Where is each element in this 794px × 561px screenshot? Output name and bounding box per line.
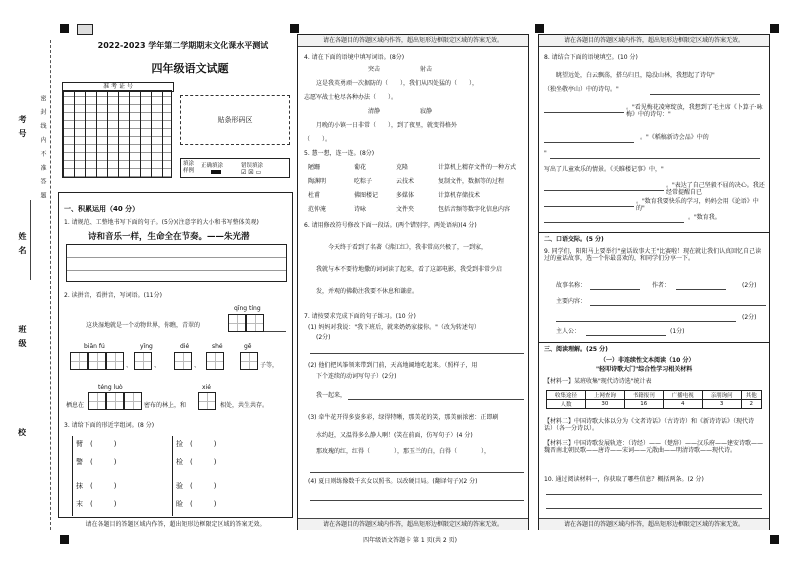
q3-char-8: 睑 <box>176 500 183 508</box>
side-label-school: 校 <box>18 428 26 437</box>
q3-paren-2: ( ) <box>90 458 117 466</box>
q1-sentence: 诗和音乐一样，生命全在节奏。——朱光潜 <box>88 232 250 242</box>
q5-item: 克隆 <box>396 164 409 171</box>
barcode-label: 贴条形码区 <box>217 116 253 124</box>
q9-story-input[interactable] <box>590 289 640 290</box>
table-cell: 3 <box>702 400 741 409</box>
q7-1-score: (2分) <box>316 334 331 341</box>
q3-paren-6: ( ) <box>190 458 217 466</box>
table-cell: 16 <box>624 400 663 409</box>
q9-hero-label: 主人公： <box>556 328 581 335</box>
q7-text: 7. 请按要求完成下面的句子练习。(10 分) <box>304 313 416 320</box>
q5-item: 吃粽子 <box>354 178 373 185</box>
q7-1-answer-line <box>310 353 524 354</box>
q9-hero-input[interactable] <box>586 335 666 336</box>
q2-pinyin-8: xié <box>202 384 211 391</box>
q5-item: 诗咏 <box>354 206 367 213</box>
q5-item: 范仲淹 <box>308 206 327 213</box>
q2-cell-5[interactable] <box>106 352 124 370</box>
q7-2-answer-lead: 我一起来， <box>316 392 347 399</box>
legend-example: 填涂样例 <box>183 161 195 174</box>
section3-title: 三、阅读理解。(25 分) <box>544 346 608 353</box>
q9-hero-score: (1分) <box>670 328 685 335</box>
table-cell: 4 <box>663 400 702 409</box>
q7-2: (2) 他们把风筝领来带到门前，天高地阔地吃起来。（照样子，用 <box>308 362 478 369</box>
q4-word-2: 射击 <box>420 66 433 73</box>
q4-word-3: 清静 <box>368 108 381 115</box>
q5-item: 文件夹 <box>396 206 415 213</box>
q10-text: 10. 通过阅读材料一，你获取了哪些信息？概括两条。(2 分) <box>544 476 704 483</box>
exam-subtitle: 四年级语文试题 <box>151 62 229 75</box>
material-2: 【材料二】中国诗歌大体以分为《文者诗话》（古诗诗）和《新诗诗话》（现代诗话）（各一分诗以）。 <box>544 418 755 432</box>
q8-line-7: 。"表达了自己坚毅不屈的决心。我还经常提醒自已 <box>666 182 765 196</box>
q7-4-answer-line <box>310 500 524 501</box>
reading-part-title: （一）非连续性文本阅读（10 分） <box>600 357 695 364</box>
q3-text: 3. 请给下面的形近字组词。(8 分) <box>64 422 155 429</box>
q10-answer-line-2[interactable] <box>546 508 762 509</box>
exam-title: 2022-2023 学年第二学期期末文化课水平测试 <box>97 41 269 50</box>
q1-writing-box[interactable] <box>66 244 287 282</box>
table-cell: 人数 <box>547 400 586 409</box>
q8-line-1: 眺望远处，白云飘荡，搭乌归且，隐没山林，我想起了诗句" <box>556 72 715 79</box>
q8-blank-5 <box>544 190 664 191</box>
material-1: 【材料一】某班收集"现代诗诗选"统计表 <box>544 378 652 385</box>
exam-number-grid <box>62 90 172 178</box>
q8-text: 8. 请结合下面的语境填空。(10 分) <box>544 54 638 61</box>
legend-correct: 正确填涂 <box>201 163 224 169</box>
q4-line-4: （ ）。 <box>304 136 332 143</box>
middle-top-banner: 请在各题目的答题区域内作答，超出矩形边框限定区域的答案无效。 <box>298 35 528 47</box>
q9-content-score: (2分) <box>742 314 757 321</box>
q3-paren-5: ( ) <box>190 440 217 448</box>
q5-item: 多媒体 <box>396 192 415 199</box>
q3-char-4: 末 <box>76 500 83 508</box>
q2-cell-11[interactable] <box>106 392 124 410</box>
collection-table <box>546 390 762 409</box>
q2-line3-b: 密布的林上，和 <box>144 402 187 409</box>
q7-3c: 那玫瑰的红，红得（ ），那玉兰的白，白得（ ）， <box>316 448 491 455</box>
q2-line1: 这块湿地就是一个动物世界，你瞧，青翠的 <box>86 322 201 329</box>
legend-correct-mark <box>211 170 221 174</box>
q9-author-input[interactable] <box>676 289 726 290</box>
fill-legend <box>180 158 290 178</box>
q2-cell-13[interactable] <box>198 392 216 410</box>
q8-line-9: 。"数育我。 <box>688 214 721 221</box>
q7-1: (1) 妈妈对我说："我下班后，就来奶奶家接你。"（改为转述句） <box>308 324 480 331</box>
table-header-cell: 书籍报刊 <box>624 391 663 400</box>
q2-pinyin-4: dié <box>180 343 190 350</box>
q2-pinyin-3: yīng <box>140 343 153 350</box>
q9-content-label: 主要内容： <box>556 298 587 305</box>
table-header-cell: 亲朋询问 <box>702 391 741 400</box>
q9-author-label: 作者： <box>652 282 671 289</box>
q2-pinyin-1: qīng tíng <box>234 305 261 312</box>
q3-paren-7: ( ) <box>190 482 217 490</box>
corner-mark-top-mid <box>290 24 299 33</box>
q2-text: 2. 读拼音，看拼音，写词语。(11分) <box>64 292 162 299</box>
side-label-number: 考号 <box>18 115 27 143</box>
section1-title: 一、积累运用（40 分） <box>64 205 140 213</box>
q5-item: 计算机存储技术 <box>438 192 481 199</box>
q1-text: 1. 请规范、工整地书写下面的句子。(5分)(注意字的大小和书写整体美观) <box>64 219 259 226</box>
q6-passage-3: 发，并观的佛勒注我要不休息和谦虚。 <box>316 288 419 295</box>
q3-paren-1: ( ) <box>90 440 117 448</box>
q2-sep-1: 、 <box>126 362 133 369</box>
q8-line-6: 写出了儿童欢乐的情景。《关睢楼记事》中，" <box>544 166 664 173</box>
name-underline <box>30 200 31 280</box>
side-label-name: 姓名 <box>18 232 27 260</box>
q9-content-input-2[interactable] <box>556 321 736 322</box>
collection-table-header <box>547 391 762 400</box>
q2-line1-blank <box>264 331 286 332</box>
q8-blank-7 <box>544 222 684 223</box>
q7-3-answer-line <box>310 472 524 473</box>
q2-cell-12[interactable] <box>124 392 142 410</box>
q2-line3-a: 栖息在 <box>66 402 85 409</box>
small-box-mark <box>77 24 93 35</box>
q4-line-3: 月晚的小镇一日非常（ ），到了夜里，就变得格外 <box>316 122 458 129</box>
q5-text: 5. 慧一想，连一连。(8分) <box>304 150 375 157</box>
corner-mark-bottom-right <box>770 535 779 544</box>
q8-line-4: 。"《稻稿新诗会品》中的 <box>640 134 709 141</box>
corner-mark-top-right <box>770 24 779 33</box>
q6-text: 6. 请用修改符号修改下面一段话。(两个错别字，两处语病)(4 分) <box>304 222 477 229</box>
table-header-cell: 广播电视 <box>663 391 702 400</box>
q8-line-3: 。"看见梅花凌寒绽放，我想到了毛主席《卜算子·咏梅》中的诗句：" <box>626 104 763 118</box>
q4-word-4: 寂静 <box>420 108 433 115</box>
material-3: 【材料三】中国诗歌发展轨迹：（诗经）——（楚辞）——汉乐府——建安诗歌——魏晋南北朝民歌——唐诗——宋词——元散曲——明清诗歌——现代诗。 <box>544 440 764 454</box>
q3-char-3: 抹 <box>76 482 83 490</box>
q2-cell-2[interactable] <box>246 314 264 332</box>
q7-4: (4) 夏日则练像数千玄女以照书。以改硬目局。(翻译句子)(2 分) <box>308 478 478 485</box>
divider-1 <box>539 232 769 233</box>
q9-author-score: (2分) <box>742 282 757 289</box>
right-bottom-banner: 请在各题目的答题区域内作答，超出矩形边框限定区域的答案无效。 <box>539 518 769 530</box>
q2-cell-9[interactable] <box>240 352 258 370</box>
q8-blank-6 <box>544 206 634 207</box>
q9-story-label: 故事名称： <box>556 282 587 289</box>
reading-topic: "轻叩诗歌大门"综合性学习相关材料 <box>596 366 693 373</box>
q4-word-1: 突击 <box>368 66 381 73</box>
q2-cell-1[interactable] <box>228 314 246 332</box>
corner-mark-top-mid2 <box>535 24 544 33</box>
q7-3: (3) 牵牛花开得多姿多彩，绿得特晰，那美花的笑，那美丽浓密：正即刷 <box>308 414 499 421</box>
middle-answer-box <box>297 34 529 530</box>
right-top-banner: 请在各题目的答题区域内作答，超出矩形边框限定区域的答案无效。 <box>539 35 769 47</box>
q7-3b: 水约赶，又温得多么静人啊！(笑在前面，仿写句子）(4 分) <box>316 432 473 439</box>
q6-passage-2: 我就与本不要待地撒的词词读了起来，看了这部电影，我受到非常少启 <box>316 266 503 273</box>
q4-line-1: 这是我英勇顽一次据防的（ ），我们从四处猛的（ ）， <box>316 80 479 87</box>
q9-text: 9. 同学们，阳阳马上要举行"童话故事大王"比赛啦！现在就让我们认真回忆自己读过的童话故事，选一个你最喜欢的，和同学们分享一下。 <box>544 248 762 262</box>
table-cell: 2 <box>741 400 761 409</box>
q2-sep-2: 、 <box>154 362 161 369</box>
q2-cell-8[interactable] <box>206 352 224 370</box>
q8-blank-3 <box>544 142 634 143</box>
q2-cell-10[interactable] <box>88 392 106 410</box>
middle-bottom-banner: 请在各题目的答题区域内作答，超出矩形边框限定区域的答案无效。 <box>298 518 528 530</box>
q8-line-5: " <box>544 150 547 157</box>
q3-char-7: 验 <box>176 482 183 490</box>
q2-pinyin-5: shé <box>212 343 223 350</box>
divider-2 <box>539 342 769 343</box>
q3-paren-3: ( ) <box>90 482 117 490</box>
q2-pinyin-2: biān fú <box>84 343 105 350</box>
page-footer: 四年级语文答题卡 第 1 页(共 2 页) <box>363 537 457 544</box>
q5-item: 陋跚 <box>308 164 321 171</box>
q5-item: 杜甫 <box>308 192 321 199</box>
q8-blank-2 <box>544 112 624 113</box>
q2-sep-3: 、 <box>194 362 201 369</box>
q5-item: 复制文件，数据等的过程 <box>438 178 505 185</box>
q5-item: 葡花 <box>354 164 367 171</box>
side-label-class: 班级 <box>18 325 27 353</box>
q2-pinyin-6: gē <box>244 343 252 350</box>
section2-title: 二、口语交际。(5 分) <box>544 236 604 243</box>
legend-wrong-marks: ☑ ☒ ▭ <box>241 169 262 176</box>
q9-content-input[interactable] <box>590 305 766 306</box>
q2-cell-3[interactable] <box>70 352 88 370</box>
q8-blank-1 <box>650 94 760 95</box>
q5-item: 陶渊明 <box>308 178 327 185</box>
q2-cell-6[interactable] <box>134 352 152 370</box>
q5-item: 佛图楼记 <box>354 192 379 199</box>
corner-mark-top-left <box>60 24 69 33</box>
q3-char-2: 警 <box>76 458 83 466</box>
q5-item: 云技术 <box>396 178 415 185</box>
q3-paren-4: ( ) <box>90 500 117 508</box>
q2-cell-4[interactable] <box>88 352 106 370</box>
q6-passage-1: 今天终于看到了名著《沸江红》，我非常高兴极了，一到家， <box>328 244 488 251</box>
q2-line2-end: 子等， <box>260 362 279 369</box>
q8-blank-4 <box>550 158 760 159</box>
collection-table-row <box>547 400 762 409</box>
corner-mark-bottom-left <box>60 535 69 544</box>
seal-line-note: 密 封 线 内 不 准 答 题 <box>39 95 46 202</box>
q4-text: 4. 请在下面的语境中填写词语。(8分) <box>304 54 405 61</box>
q4-line-2: 志愿军战士枪尽各种办法（ ）。 <box>304 94 398 101</box>
legend-wrong: 错误填涂 <box>241 163 264 169</box>
table-header-cell: 其他 <box>741 391 761 400</box>
table-header-cell: 收集途径 <box>547 391 586 400</box>
table-header-cell: 上网查询 <box>585 391 624 400</box>
q3-char-5: 捡 <box>176 440 183 448</box>
q5-item: 计算机上精存文件的一种方式 <box>438 164 517 171</box>
q8-line-8: 。"数育我要快乐的学习，妈妈会用《论语》中的" <box>636 198 759 212</box>
q5-item: 包括音频等数字化信息内容 <box>438 206 511 213</box>
q7-2-answer-line <box>348 399 524 400</box>
q2-pinyin-7: téng luò <box>98 384 123 391</box>
q2-line3-c: 相处，共生共存。 <box>220 402 269 409</box>
q7-2b: 下个连续的动词写句子）(2分) <box>316 373 397 380</box>
left-bottom-banner: 请在各题目的答题区域内作答，超出矩形边框限定区域的答案无效。 <box>85 521 266 528</box>
seal-line <box>50 40 51 530</box>
q3-char-1: 臂 <box>76 440 83 448</box>
barcode-area <box>180 95 290 145</box>
q8-line-2: （独坐敬亭山）中的诗句。" <box>544 86 619 93</box>
q2-cell-7[interactable] <box>174 352 192 370</box>
q3-char-6: 检 <box>176 458 183 466</box>
exam-number-label: 准 考 证 号 <box>62 82 174 92</box>
q3-paren-8: ( ) <box>190 500 217 508</box>
q10-answer-line-1[interactable] <box>546 494 762 495</box>
table-cell: 30 <box>585 400 624 409</box>
